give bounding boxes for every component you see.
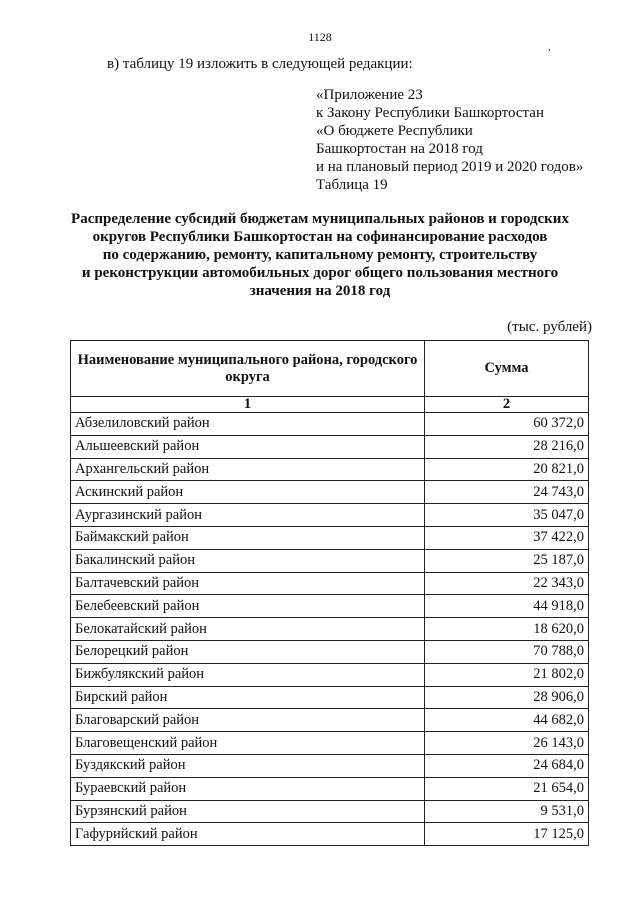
district-name: Буздякский район — [71, 754, 425, 777]
heading-line: значения на 2018 год — [249, 283, 391, 299]
table-row — [71, 572, 589, 595]
district-name: Аскинский район — [71, 481, 425, 504]
table-row — [71, 413, 589, 436]
district-name: Белебеевский район — [71, 595, 425, 618]
subsidy-amount: 60 372,0 — [425, 413, 589, 436]
subsidy-amount: 20 821,0 — [425, 458, 589, 481]
appendix-line: Башкортостан на 2018 год — [316, 141, 483, 157]
table-row — [71, 435, 589, 458]
table-row — [71, 800, 589, 823]
district-name: Баймакский район — [71, 526, 425, 549]
table-row — [71, 618, 589, 641]
table-row — [71, 823, 589, 846]
table-row — [71, 732, 589, 755]
appendix-line: «О бюджете Республики — [316, 123, 473, 139]
subsidy-amount: 9 531,0 — [425, 800, 589, 823]
table-row — [71, 458, 589, 481]
intro-text: в) таблицу 19 изложить в следующей редакции: — [107, 56, 413, 72]
header-sum: Сумма — [425, 341, 589, 397]
table-row — [71, 481, 589, 504]
district-name: Бирский район — [71, 686, 425, 709]
subsidy-amount: 44 918,0 — [425, 595, 589, 618]
appendix-reference — [316, 86, 583, 194]
subsidy-amount: 17 125,0 — [425, 823, 589, 846]
district-name: Благоварский район — [71, 709, 425, 732]
appendix-line: «Приложение 23 — [316, 87, 423, 103]
table-row — [71, 686, 589, 709]
table-row — [71, 663, 589, 686]
table-row — [71, 504, 589, 527]
district-name: Аургазинский район — [71, 504, 425, 527]
heading-line: Распределение субсидий бюджетам муниципальных районов и городских — [71, 211, 569, 227]
subsidy-table — [70, 340, 589, 846]
subsidy-amount: 28 906,0 — [425, 686, 589, 709]
subsidy-amount: 21 802,0 — [425, 663, 589, 686]
district-name: Благовещенский район — [71, 732, 425, 755]
subsidy-amount: 22 343,0 — [425, 572, 589, 595]
subsidy-amount: 37 422,0 — [425, 526, 589, 549]
heading-line: и реконструкции автомобильных дорог общего пользования местного — [81, 265, 559, 281]
table-row — [71, 709, 589, 732]
district-name: Архангельский район — [71, 458, 425, 481]
heading-line: округов Республики Башкортостан на софинансирование расходов — [92, 229, 548, 245]
column-number-2: 2 — [425, 397, 589, 413]
table-row — [71, 640, 589, 663]
table-row — [71, 526, 589, 549]
district-name: Белокатайский район — [71, 618, 425, 641]
page-number: 1128 — [308, 30, 332, 44]
table-row — [71, 754, 589, 777]
table-row — [71, 777, 589, 800]
subsidy-amount: 18 620,0 — [425, 618, 589, 641]
subsidy-amount: 70 788,0 — [425, 640, 589, 663]
table-row — [71, 549, 589, 572]
table-body — [71, 413, 589, 846]
district-name: Бураевский район — [71, 777, 425, 800]
heading-line: по содержанию, ремонту, капитальному ремонту, строительству — [102, 247, 538, 263]
district-name: Бурзянский район — [71, 800, 425, 823]
subsidy-amount: 24 684,0 — [425, 754, 589, 777]
document-heading — [60, 210, 580, 300]
district-name: Бакалинский район — [71, 549, 425, 572]
column-number-1: 1 — [71, 397, 425, 413]
district-name: Белорецкий район — [71, 640, 425, 663]
appendix-line: Таблица 19 — [316, 177, 388, 193]
subsidy-amount: 25 187,0 — [425, 549, 589, 572]
units-label: (тыс. рублей) — [507, 319, 592, 335]
subsidy-amount: 44 682,0 — [425, 709, 589, 732]
table-row — [71, 595, 589, 618]
subsidy-amount: 28 216,0 — [425, 435, 589, 458]
subsidy-amount: 24 743,0 — [425, 481, 589, 504]
district-name: Балтачевский район — [71, 572, 425, 595]
district-name: Альшеевский район — [71, 435, 425, 458]
subsidy-amount: 21 654,0 — [425, 777, 589, 800]
appendix-line: и на плановый период 2019 и 2020 годов» — [316, 159, 584, 175]
district-name: Абзелиловский район — [71, 413, 425, 436]
scan-mark: , — [548, 42, 551, 53]
subsidy-amount: 35 047,0 — [425, 504, 589, 527]
district-name: Гафурийский район — [71, 823, 425, 846]
subsidy-amount: 26 143,0 — [425, 732, 589, 755]
header-name: Наименование муниципального района, городского округа — [71, 341, 425, 397]
appendix-line: к Закону Республики Башкортостан — [316, 105, 544, 121]
district-name: Бижбулякский район — [71, 663, 425, 686]
